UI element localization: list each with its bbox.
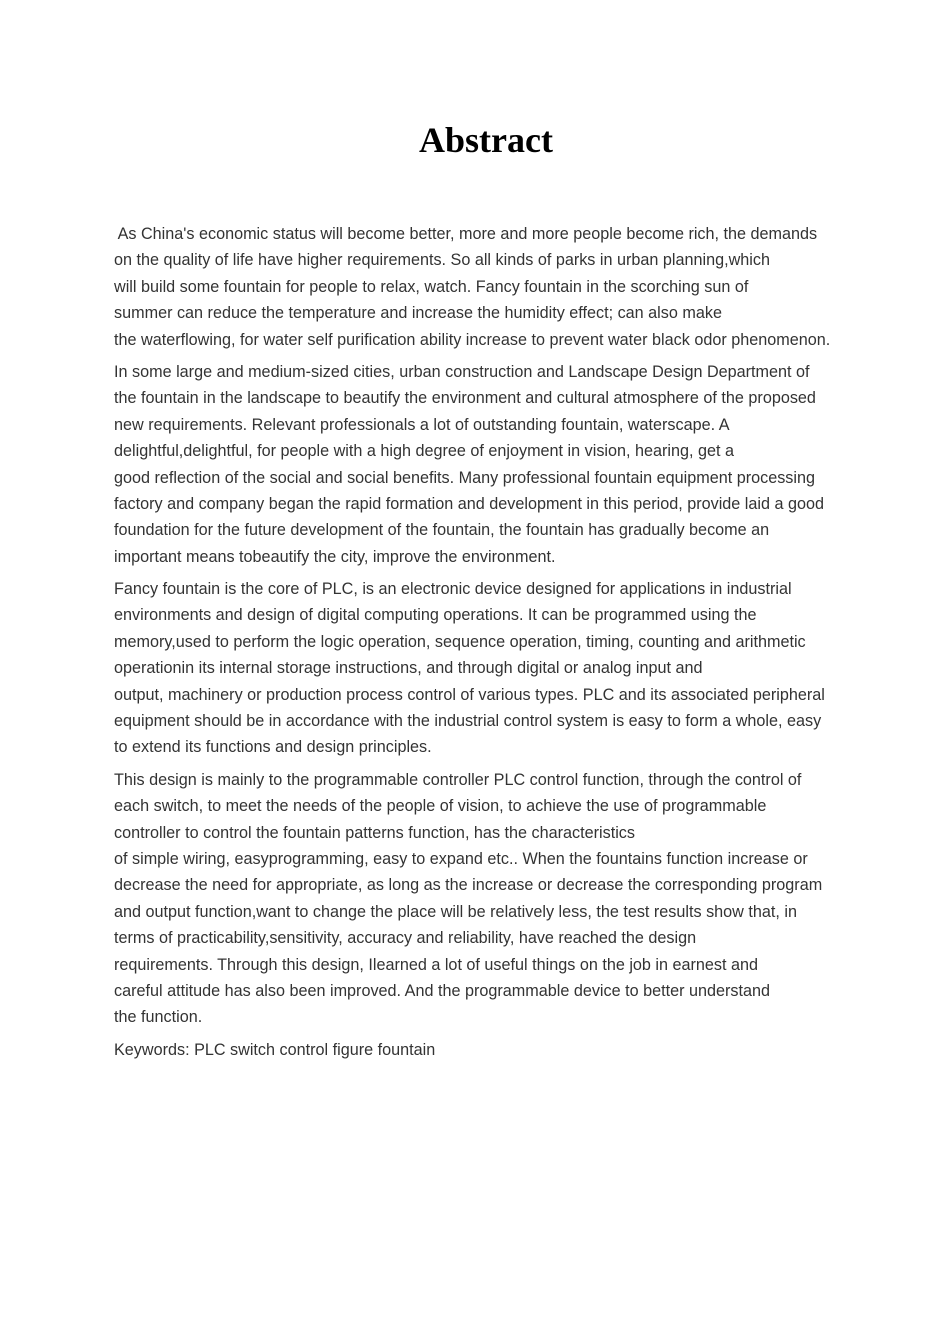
text-line: to extend its functions and design principles. [114,738,432,757]
text-line: summer can reduce the temperature and increase the humidity effect; can also make [114,304,722,323]
text-line: foundation for the future development of the fountain, the fountain has gradually become an [114,521,770,540]
paragraph-3 [114,576,874,761]
text-line: the fountain in the landscape to beautify the environment and cultural atmosphere of the proposed [114,389,816,408]
text-line: This design is mainly to the programmable controller PLC control function, through the control of [114,770,802,789]
text-line: memory,used to perform the logic operation, sequence operation, timing, counting and arithmetic [114,632,806,651]
text-line: controller to control the fountain patterns function, has the characteristics [114,823,635,842]
text-line: In some large and medium-sized cities, urban construction and Landscape Design Department of [114,362,810,381]
text-line: important means tobeautify the city, improve the environment. [114,547,556,566]
text-line: the function. [114,1008,203,1027]
text-line: output, machinery or production process control of various types. PLC and its associated peripheral [114,685,825,704]
paragraph-4 [114,767,874,1031]
text-line: good reflection of the social and social benefits. Many professional fountain equipment processing [114,468,815,487]
text-line: equipment should be in accordance with the industrial control system is easy to form a whole, easy [114,712,822,731]
text-line: delightful,delightful, for people with a high degree of enjoyment in vision, hearing, get a [114,442,735,461]
text-line: of simple wiring, easyprogramming, easy to expand etc.. When the fountains function increase or [114,849,808,868]
abstract-body [114,221,874,1063]
page-title: Abstract [419,120,553,160]
text-line: terms of practicability,sensitivity, accuracy and reliability, have reached the design [114,929,697,948]
paragraph-1 [114,221,874,353]
text-line: environments and design of digital computing operations. It can be programmed using the [114,606,757,625]
text-line: Fancy fountain is the core of PLC, is an electronic device designed for applications in industrial [114,580,792,599]
text-line: decrease the need for appropriate, as long as the increase or decrease the corresponding program [114,876,823,895]
text-line: careful attitude has also been improved. And the programmable device to better understand [114,981,770,1000]
text-line: new requirements. Relevant professionals a lot of outstanding fountain, waterscape. A [114,415,730,434]
text-line: and output function,want to change the place will be relatively less, the test results show that, in [114,902,797,921]
text-line: factory and company began the rapid formation and development in this period, provide laid a good [114,494,825,513]
text-line: on the quality of life have higher requirements. So all kinds of parks in urban planning,which [114,251,770,270]
text-line: As China's economic status will become better, more and more people become rich, the demands [114,225,818,243]
text-line: the waterflowing, for water self purification ability increase to prevent water black odor phenomenon. [114,330,831,349]
text-line: operationin its internal storage instructions, and through digital or analog input and [114,659,703,678]
keywords-line: Keywords: PLC switch control figure fountain [114,1040,436,1059]
paragraph-2 [114,359,874,570]
text-line: requirements. Through this design, Ilearned a lot of useful things on the job in earnest and [114,955,759,974]
text-line: will build some fountain for people to relax, watch. Fancy fountain in the scorching sun of [114,277,749,296]
text-line: each switch, to meet the needs of the people of vision, to achieve the use of programmable [114,797,767,816]
